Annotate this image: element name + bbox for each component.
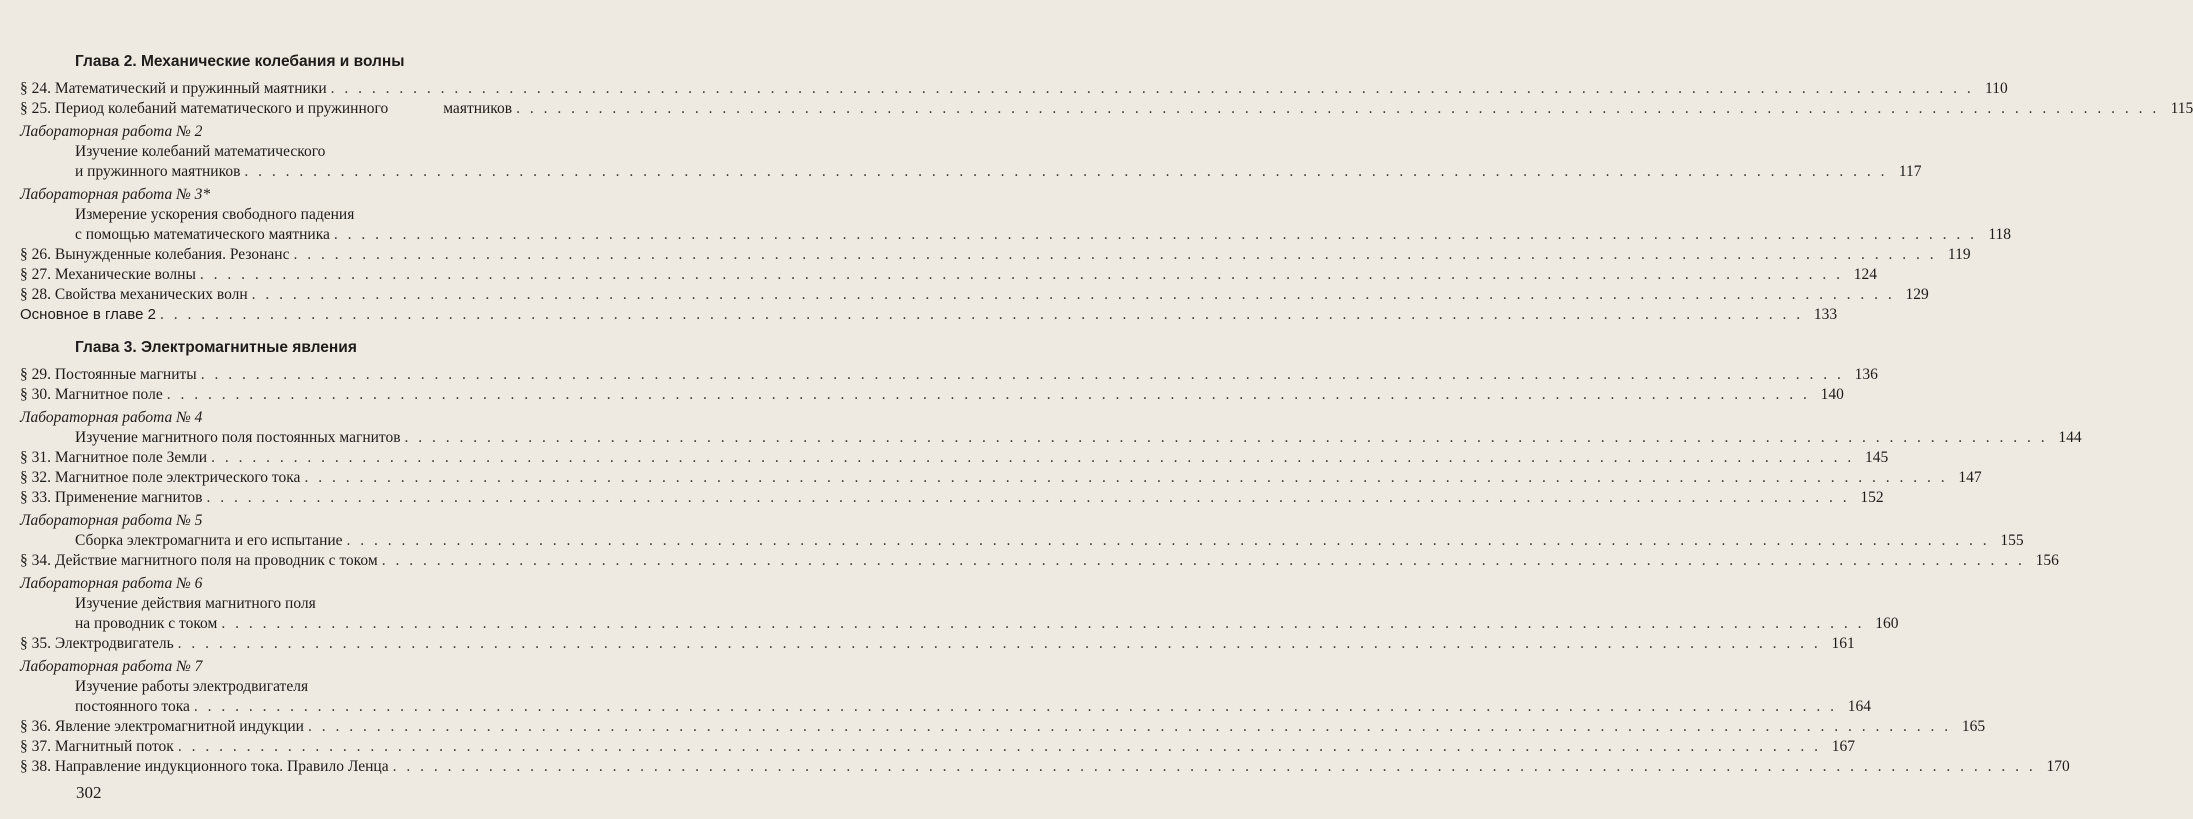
entry-text: и пружинного маятников — [75, 163, 241, 180]
dot-leader: . . . . . . . . . . . . . . . . . . . . . . . . . . . . . . . . . . . . . . . . . . . . . . . . . . . . . . . . . . . . . . . . . . . . . . . . . . . . . . . . . . . . . . . . . . . . . . . . . . . . . . . . . . . . . . . . . . . . . . . . — [206, 489, 1850, 506]
toc-line — [20, 488, 1884, 508]
lab-entry[interactable] — [20, 574, 1899, 634]
toc-entry[interactable] — [20, 634, 1855, 654]
page-ref: 124 — [1853, 266, 1877, 283]
entry-text: Изучение действия магнитного поля — [75, 595, 316, 612]
entry-text: § 38. Направление индукционного тока. Правило Ленца — [20, 758, 389, 775]
toc-line — [20, 468, 1982, 488]
toc-line — [20, 757, 2070, 777]
page-ref: 145 — [1864, 449, 1889, 466]
entry-text: § 32. Магнитное поле электрического тока — [20, 469, 301, 486]
entry-text: Измерение ускорения свободного падения — [75, 206, 355, 223]
toc-entry[interactable] — [20, 79, 2008, 99]
dot-leader: . . . . . . . . . . . . . . . . . . . . . . . . . . . . . . . . . . . . . . . . . . . . . . . . . . . . . . . . . . . . . . . . . . . . . . . . . . . . . . . . . . . . . . . . . . . . . . . . . . . . . . . . . . . . . . . . . . . . . . . . — [330, 80, 1974, 97]
entry-text: § 26. Вынужденные колебания. Резонанс — [20, 246, 290, 263]
toc-entry[interactable] — [20, 305, 1838, 325]
entry-text: маятников — [443, 100, 513, 117]
page-ref: 115 — [2170, 100, 2193, 117]
entry-text: § 24. Математический и пружинный маятники — [20, 80, 327, 97]
dot-leader: . . . . . . . . . . . . . . . . . . . . . . . . . . . . . . . . . . . . . . . . . . . . . . . . . . . . . . . . . . . . . . . . . . . . . . . . . . . . . . . . . . . . . . . . . . . . . . . . . . . . . . . . . . . . . . . . . . . . . . . . — [159, 306, 1804, 323]
dot-leader: . . . . . . . . . . . . . . . . . . . . . . . . . . . . . . . . . . . . . . . . . . . . . . . . . . . . . . . . . . . . . . . . . . . . . . . . . . . . . . . . . . . . . . . . . . . . . . . . . . . . . . . . . . . . . . . . . . . . . . . . — [177, 738, 1821, 755]
page-number: 302 — [76, 783, 102, 802]
dot-leader: . . . . . . . . . . . . . . . . . . . . . . . . . . . . . . . . . . . . . . . . . . . . . . . . . . . . . . . . . . . . . . . . . . . . . . . . . . . . . . . . . . . . . . . . . . . . . . . . . . . . . . . . . . . . . . . . . . . . . . . . — [251, 286, 1895, 303]
toc-line — [20, 79, 2008, 99]
toc-line — [20, 142, 538, 162]
toc-line — [20, 162, 1922, 182]
table-of-contents — [20, 52, 2193, 777]
toc-line — [20, 737, 1855, 757]
page-ref: 118 — [1988, 226, 2012, 243]
toc-line — [20, 448, 1888, 468]
dot-leader: . . . . . . . . . . . . . . . . . . . . . . . . . . . . . . . . . . . . . . . . . . . . . . . . . . . . . . . . . . . . . . . . . . . . . . . . . . . . . . . . . . . . . . . . . . . . . . . . . . . . . . . . . . . . . . . . . . . . . . . . — [307, 718, 1952, 735]
toc-line — [20, 717, 1985, 737]
entry-text: § 35. Электродвигатель — [20, 635, 174, 652]
dot-leader: . . . . . . . . . . . . . . . . . . . . . . . . . . . . . . . . . . . . . . . . . . . . . . . . . . . . . . . . . . . . . . . . . . . . . . . . . . . . . . . . . . . . . . . . . . . . . . . . . . . . . . . . . . . . . . . . . . . . . . . . — [200, 366, 1844, 383]
page-ref: 164 — [1847, 698, 1872, 715]
page-ref: 133 — [1813, 306, 1838, 323]
toc-line — [20, 285, 1929, 305]
toc-line — [20, 205, 538, 225]
toc-entry[interactable] — [20, 245, 1971, 265]
toc-entry[interactable] — [20, 365, 1878, 385]
toc-entry[interactable] — [20, 265, 1877, 285]
lab-title: Лабораторная работа № 7 — [20, 658, 203, 675]
toc-entry[interactable] — [20, 717, 1986, 737]
chapter-title: Глава 3. Электромагнитные явления — [75, 339, 357, 356]
entry-text: § 29. Постоянные магниты — [20, 366, 197, 383]
toc-line — [20, 385, 1844, 405]
page-ref: 117 — [1898, 163, 1922, 180]
entry-text: § 37. Магнитный поток — [20, 738, 174, 755]
page-ref: 147 — [1958, 469, 1982, 486]
lab-title: Лабораторная работа № 3* — [20, 186, 211, 203]
dot-leader: . . . . . . . . . . . . . . . . . . . . . . . . . . . . . . . . . . . . . . . . . . . . . . . . . . . . . . . . . . . . . . . . . . . . . . . . . . . . . . . . . . . . . . . . . . . . . . . . . . . . . . . . . . . . . . . . . . . . . . . . — [346, 532, 1990, 549]
entry-text: § 31. Магнитное поле Земли — [20, 449, 208, 466]
lab-title: Лабораторная работа № 2 — [20, 123, 203, 140]
toc-entry[interactable] — [20, 737, 1855, 757]
toc-line — [20, 305, 1838, 325]
page-ref: 160 — [1875, 615, 1899, 632]
dot-leader: . . . . . . . . . . . . . . . . . . . . . . . . . . . . . . . . . . . . . . . . . . . . . . . . . . . . . . . . . . . . . . . . . . . . . . . . . . . . . . . . . . . . . . . . . . . . . . . . . . . . . . . . . . . . . . . . . . . . . . . . — [293, 246, 1937, 263]
toc-entry[interactable] — [20, 285, 1929, 305]
entry-text: § 28. Свойства механических волн — [20, 286, 248, 303]
toc-entry[interactable] — [20, 468, 1982, 488]
toc-line — [20, 594, 538, 614]
entry-text: Основное в главе 2 — [20, 306, 156, 323]
toc-line — [20, 99, 388, 119]
page-ref: 156 — [2035, 552, 2059, 569]
entry-text: постоянного тока — [75, 698, 190, 715]
page-ref: 167 — [1831, 738, 1855, 755]
page-ref: 165 — [1961, 718, 1986, 735]
toc-line — [20, 265, 1877, 285]
toc-line — [20, 428, 2082, 448]
toc-line — [20, 225, 2012, 245]
toc-line — [20, 697, 1872, 717]
entry-text: § 27. Механические волны — [20, 266, 196, 283]
dot-leader: . . . . . . . . . . . . . . . . . . . . . . . . . . . . . . . . . . . . . . . . . . . . . . . . . . . . . . . . . . . . . . . . . . . . . . . . . . . . . . . . . . . . . . . . . . . . . . . . . . . . . . . . . . . . . . . . . . . . . . . . — [177, 635, 1821, 652]
lab-title: Лабораторная работа № 6 — [20, 575, 203, 592]
toc-line — [20, 614, 1899, 634]
dot-leader: . . . . . . . . . . . . . . . . . . . . . . . . . . . . . . . . . . . . . . . . . . . . . . . . . . . . . . . . . . . . . . . . . . . . . . . . . . . . . . . . . . . . . . . . . . . . . . . . . . . . . . . . . . . . . . . . . . . . . . . . — [392, 758, 2036, 775]
toc-line — [20, 531, 2024, 551]
entry-text: § 34. Действие магнитного поля на проводник с током — [20, 552, 378, 569]
entry-text: Изучение работы электродвигателя — [75, 678, 309, 695]
toc-line — [20, 551, 2059, 571]
entry-text: Сборка электромагнита и его испытание — [75, 532, 343, 549]
dot-leader: . . . . . . . . . . . . . . . . . . . . . . . . . . . . . . . . . . . . . . . . . . . . . . . . . . . . . . . . . . . . . . . . . . . . . . . . . . . . . . . . . . . . . . . . . . . . . . . . . . . . . . . . . . . . . . . . . . . . . . . . — [516, 100, 2160, 117]
lab-entry[interactable] — [20, 511, 2024, 551]
entry-text: § 36. Явление электромагнитной индукции — [20, 718, 304, 735]
entry-text: § 25. Период колебаний математического и пружинного — [20, 100, 389, 117]
dot-leader: . . . . . . . . . . . . . . . . . . . . . . . . . . . . . . . . . . . . . . . . . . . . . . . . . . . . . . . . . . . . . . . . . . . . . . . . . . . . . . . . . . . . . . . . . . . . . . . . . . . . . . . . . . . . . . . . . . . . . . . . — [193, 698, 1838, 715]
toc-entry[interactable] — [20, 99, 2193, 119]
spacer — [20, 325, 538, 329]
entry-text: на проводник с током — [75, 615, 218, 632]
dot-leader: . . . . . . . . . . . . . . . . . . . . . . . . . . . . . . . . . . . . . . . . . . . . . . . . . . . . . . . . . . . . . . . . . . . . . . . . . . . . . . . . . . . . . . . . . . . . . . . . . . . . . . . . . . . . . . . . . . . . . . . . — [211, 449, 1855, 466]
toc-line — [20, 677, 538, 697]
lab-title: Лабораторная работа № 4 — [20, 409, 203, 426]
entry-text: Изучение магнитного поля постоянных магнитов — [75, 429, 401, 446]
toc-line — [20, 365, 1878, 385]
dot-leader: . . . . . . . . . . . . . . . . . . . . . . . . . . . . . . . . . . . . . . . . . . . . . . . . . . . . . . . . . . . . . . . . . . . . . . . . . . . . . . . . . . . . . . . . . . . . . . . . . . . . . . . . . . . . . . . . . . . . . . . . — [199, 266, 1843, 283]
toc-entry[interactable] — [20, 488, 1884, 508]
dot-leader: . . . . . . . . . . . . . . . . . . . . . . . . . . . . . . . . . . . . . . . . . . . . . . . . . . . . . . . . . . . . . . . . . . . . . . . . . . . . . . . . . . . . . . . . . . . . . . . . . . . . . . . . . . . . . . . . . . . . . . . . — [381, 552, 2025, 569]
page-ref: 161 — [1831, 635, 1855, 652]
chapter-title: Глава 2. Механические колебания и волны — [75, 53, 405, 70]
toc-entry[interactable] — [20, 757, 2070, 777]
toc-line — [20, 245, 1971, 265]
lab-title: Лабораторная работа № 5 — [20, 512, 203, 529]
page-ref: 110 — [1985, 80, 2008, 97]
page-ref: 136 — [1854, 366, 1878, 383]
lab-entry[interactable] — [20, 408, 2082, 448]
dot-leader: . . . . . . . . . . . . . . . . . . . . . . . . . . . . . . . . . . . . . . . . . . . . . . . . . . . . . . . . . . . . . . . . . . . . . . . . . . . . . . . . . . . . . . . . . . . . . . . . . . . . . . . . . . . . . . . . . . . . . . . . — [244, 163, 1888, 180]
lab-entry[interactable] — [20, 185, 2012, 245]
toc-line — [388, 99, 2193, 119]
lab-entry[interactable] — [20, 657, 1872, 717]
toc-line — [20, 634, 1855, 654]
page-ref: 155 — [2000, 532, 2024, 549]
page-ref: 152 — [1860, 489, 1884, 506]
dot-leader: . . . . . . . . . . . . . . . . . . . . . . . . . . . . . . . . . . . . . . . . . . . . . . . . . . . . . . . . . . . . . . . . . . . . . . . . . . . . . . . . . . . . . . . . . . . . . . . . . . . . . . . . . . . . . . . . . . . . . . . . — [166, 386, 1810, 403]
lab-entry[interactable] — [20, 122, 1922, 182]
page-ref: 140 — [1820, 386, 1844, 403]
dot-leader: . . . . . . . . . . . . . . . . . . . . . . . . . . . . . . . . . . . . . . . . . . . . . . . . . . . . . . . . . . . . . . . . . . . . . . . . . . . . . . . . . . . . . . . . . . . . . . . . . . . . . . . . . . . . . . . . . . . . . . . . — [333, 226, 1978, 243]
page-ref: 129 — [1905, 286, 1929, 303]
page-ref: 170 — [2046, 758, 2070, 775]
entry-text: § 33. Применение магнитов — [20, 489, 203, 506]
page-ref: 119 — [1947, 246, 1971, 263]
dot-leader: . . . . . . . . . . . . . . . . . . . . . . . . . . . . . . . . . . . . . . . . . . . . . . . . . . . . . . . . . . . . . . . . . . . . . . . . . . . . . . . . . . . . . . . . . . . . . . . . . . . . . . . . . . . . . . . . . . . . . . . . — [404, 429, 2048, 446]
toc-entry[interactable] — [20, 448, 1889, 468]
dot-leader: . . . . . . . . . . . . . . . . . . . . . . . . . . . . . . . . . . . . . . . . . . . . . . . . . . . . . . . . . . . . . . . . . . . . . . . . . . . . . . . . . . . . . . . . . . . . . . . . . . . . . . . . . . . . . . . . . . . . . . . . — [304, 469, 1948, 486]
entry-text: Изучение колебаний математического — [75, 143, 326, 160]
page-ref: 144 — [2058, 429, 2082, 446]
entry-text: § 30. Магнитное поле — [20, 386, 163, 403]
toc-entry[interactable] — [20, 551, 2059, 571]
dot-leader: . . . . . . . . . . . . . . . . . . . . . . . . . . . . . . . . . . . . . . . . . . . . . . . . . . . . . . . . . . . . . . . . . . . . . . . . . . . . . . . . . . . . . . . . . . . . . . . . . . . . . . . . . . . . . . . . . . . . . . . . — [221, 615, 1865, 632]
entry-text: с помощью математического маятника — [75, 226, 330, 243]
toc-entry[interactable] — [20, 385, 1844, 405]
